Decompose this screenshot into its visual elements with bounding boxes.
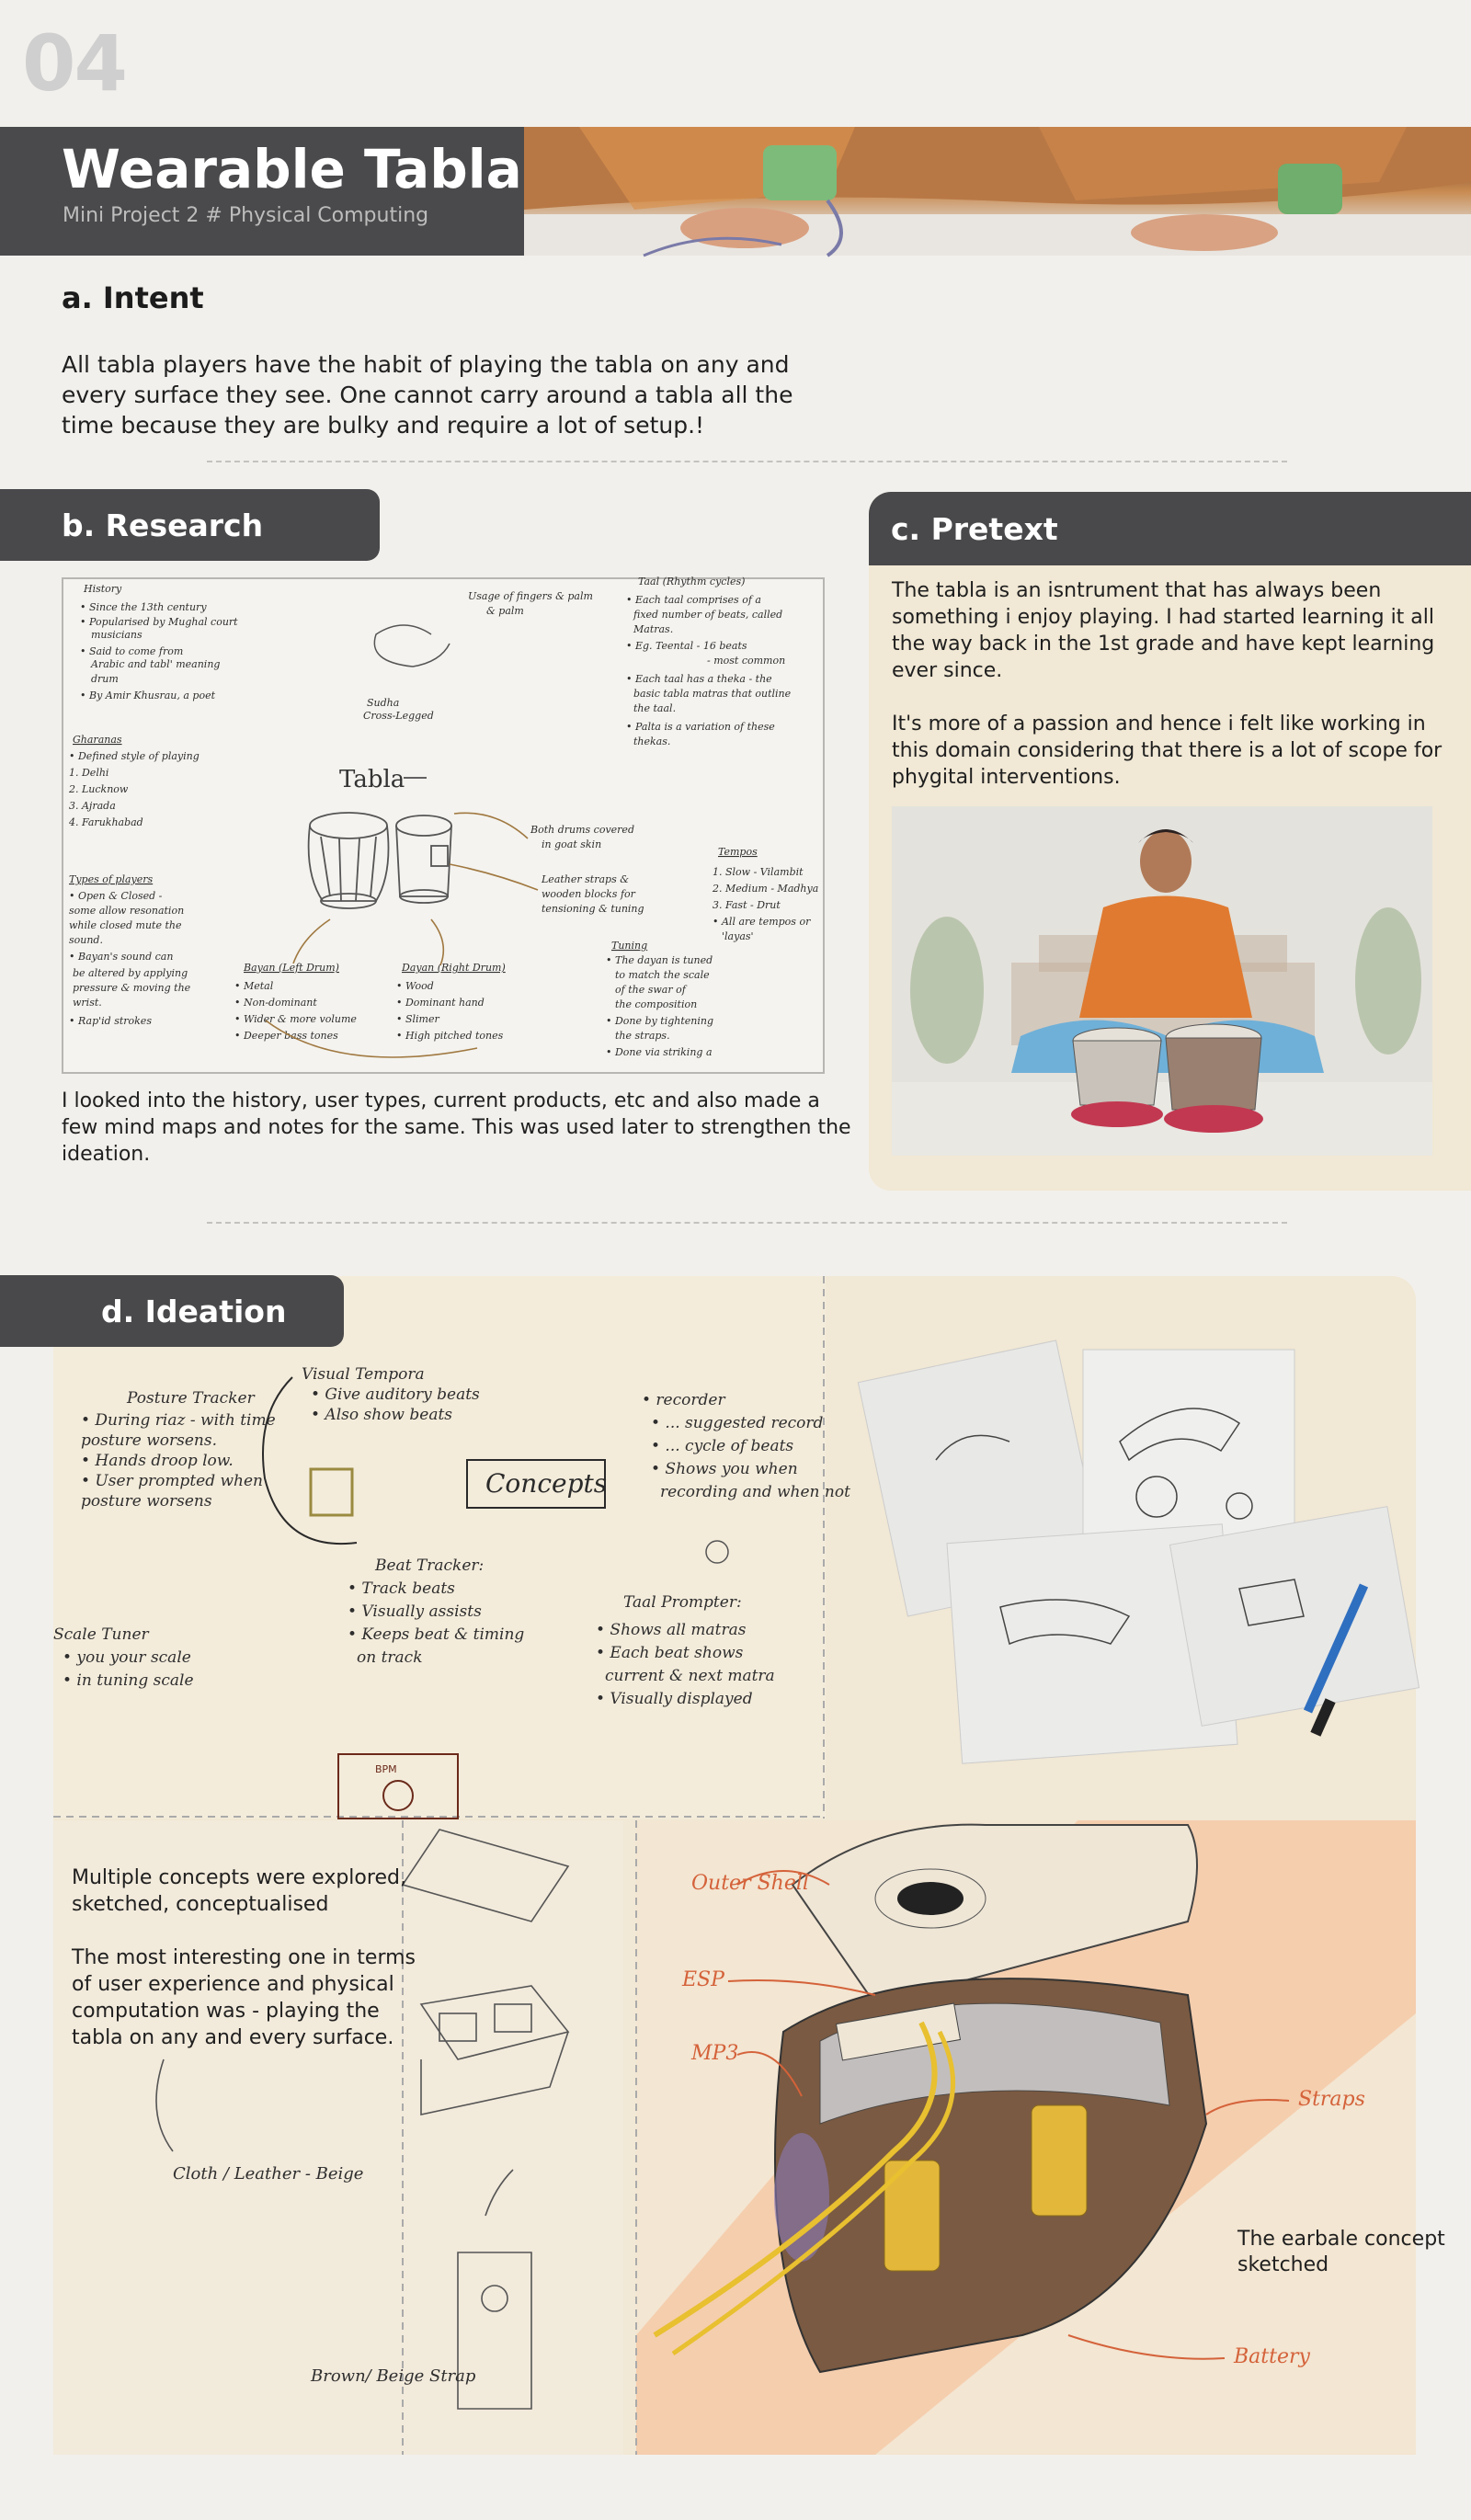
svg-text:posture worsens.: posture worsens.: [81, 1431, 217, 1450]
svg-text:• Slimer: • Slimer: [396, 1013, 439, 1025]
svg-text:• Visually assists: • Visually assists: [348, 1602, 482, 1621]
svg-text:• Each beat shows: • Each beat shows: [596, 1644, 744, 1662]
svg-text:& palm: & palm: [486, 605, 524, 617]
svg-text:• Said to come from: • Said to come from: [80, 645, 184, 657]
svg-text:wrist.: wrist.: [73, 997, 102, 1009]
svg-text:• Give auditory beats: • Give auditory beats: [311, 1385, 480, 1404]
sketch-label: Gharanas: [73, 734, 122, 746]
svg-text:• Done via striking a: • Done via striking a: [606, 1046, 713, 1058]
svg-text:Matras.: Matras.: [633, 623, 674, 635]
page-title: Wearable Tabla: [62, 138, 522, 200]
research-line: ideation.: [62, 1143, 151, 1166]
svg-text:1. Slow - Vilambit: 1. Slow - Vilambit: [713, 866, 804, 878]
svg-text:• All are tempos or: • All are tempos or: [713, 916, 811, 928]
divider-1: [207, 461, 1287, 462]
sketch-note: BPM: [375, 1763, 397, 1775]
intent-line: time because they are bulky and require a lot of setup.!: [62, 412, 705, 439]
svg-text:• Non-dominant: • Non-dominant: [234, 997, 317, 1009]
svg-text:tensioning & tuning: tensioning & tuning: [542, 903, 644, 915]
ideation-line: sketched, conceptualised: [72, 1893, 329, 1916]
svg-text:some allow resonation: some allow resonation: [69, 905, 185, 917]
svg-text:fixed number of beats, called: fixed number of beats, called: [633, 609, 783, 621]
callout-label: Straps: [1298, 2088, 1365, 2111]
ideation-line: The most interesting one in terms: [72, 1946, 416, 1969]
svg-text:• you your scale: • you your scale: [63, 1648, 191, 1667]
svg-text:Arabic and tabl' meaning: Arabic and tabl' meaning: [91, 658, 221, 670]
sketch-note: Taal Prompter:: [623, 1593, 742, 1612]
svg-text:• High pitched tones: • High pitched tones: [396, 1030, 504, 1042]
divider-2: [207, 1222, 1287, 1224]
sketch-note: Scale Tuner: [53, 1625, 149, 1644]
svg-text:• Eg. Teental - 16 beats: • Eg. Teental - 16 beats: [626, 640, 747, 652]
svg-text:• in tuning scale: • in tuning scale: [63, 1671, 194, 1690]
sketch-label: Types of players: [69, 873, 154, 885]
concept-sketches: [53, 1276, 850, 1819]
pretext-text: [892, 577, 1442, 791]
svg-text:• Bayan's sound can: • Bayan's sound can: [69, 951, 174, 963]
research-line: I looked into the history, user types, current products, etc and also made a: [62, 1089, 820, 1112]
svg-text:on track: on track: [357, 1648, 423, 1667]
research-sketch: [62, 577, 825, 1074]
sketch-note: Visual Tempora: [302, 1365, 425, 1384]
earbale-render: [636, 1820, 1445, 2455]
pretext-line: It's more of a passion and hence i felt like working in: [892, 713, 1426, 735]
svg-text:'layas': 'layas': [722, 930, 754, 942]
ideation-panel: [53, 1276, 1445, 2455]
svg-text:• Defined style of playing: • Defined style of playing: [69, 750, 200, 762]
svg-text:of the swar of: of the swar of: [615, 984, 686, 996]
sketch-label: Dayan (Right Drum): [402, 962, 506, 974]
svg-text:thekas.: thekas.: [633, 735, 671, 747]
callout-label: Battery: [1234, 2345, 1310, 2368]
svg-text:in goat skin: in goat skin: [542, 838, 602, 850]
svg-text:• Deeper bass tones: • Deeper bass tones: [234, 1030, 338, 1042]
svg-text:wooden blocks for: wooden blocks for: [542, 888, 635, 900]
svg-text:• Keeps beat & timing: • Keeps beat & timing: [348, 1625, 525, 1644]
sketch-label: Tuning: [611, 940, 648, 952]
tabla-player-photo: [892, 806, 1432, 1156]
svg-text:drum: drum: [91, 673, 119, 685]
ideation-line: computation was - playing the: [72, 2000, 380, 2023]
research-line: few mind maps and notes for the same. This was used later to strengthen the: [62, 1116, 851, 1139]
callout-label: MP3: [691, 2042, 739, 2065]
callout-label: ESP: [682, 1968, 724, 1991]
svg-text:• Hands droop low.: • Hands droop low.: [81, 1452, 234, 1470]
research-tab: b. Research: [0, 489, 380, 561]
svg-text:be altered by applying: be altered by applying: [73, 967, 188, 979]
ideation-tab: d. Ideation: [0, 1275, 344, 1347]
sketch-label: History: [84, 583, 122, 595]
svg-text:3. Fast - Drut: 3. Fast - Drut: [713, 899, 781, 911]
svg-text:• Shows all matras: • Shows all matras: [596, 1621, 747, 1639]
svg-text:sound.: sound.: [69, 934, 103, 946]
pretext-line: The tabla is an isntrument that has always been: [892, 579, 1382, 602]
svg-text:3. Ajrada: 3. Ajrada: [69, 800, 116, 812]
intent-line: every surface they see. One cannot carry around a tabla all the: [62, 382, 793, 408]
svg-text:• By Amir Khusrau, a poet: • By Amir Khusrau, a poet: [80, 690, 216, 701]
paper-sketches: [853, 1313, 1416, 1819]
svg-text:Cross-Legged: Cross-Legged: [363, 710, 434, 722]
sketch-note: Posture Tracker: [127, 1389, 255, 1408]
svg-text:• Dominant hand: • Dominant hand: [396, 997, 485, 1009]
page-subtitle: Mini Project 2 # Physical Computing: [63, 204, 429, 227]
material-note: Brown/ Beige Strap: [311, 2366, 476, 2386]
svg-text:• During riaz - with time: • During riaz - with time: [81, 1411, 276, 1430]
svg-text:• Popularised by Mughal court: • Popularised by Mughal court: [80, 616, 238, 628]
pretext-tab: c. Pretext: [869, 492, 1471, 565]
svg-text:current & next matra: current & next matra: [605, 1667, 775, 1685]
svg-text:Leather straps &: Leather straps &: [542, 873, 629, 885]
pretext-line: the way back in the 1st grade and have kept learning: [892, 633, 1435, 656]
sketch-label: Usage of fingers & palm: [468, 590, 593, 602]
research-text: [62, 1088, 851, 1168]
svg-text:• recorder: • recorder: [642, 1391, 725, 1409]
sketch-note: Beat Tracker:: [375, 1556, 485, 1575]
material-note: Cloth / Leather - Beige: [173, 2164, 364, 2184]
svg-text:pressure & moving the: pressure & moving the: [73, 982, 191, 994]
svg-text:• Also show beats: • Also show beats: [311, 1406, 453, 1424]
svg-text:• Visually displayed: • Visually displayed: [596, 1690, 753, 1708]
callout-label: Outer Shell: [691, 1872, 809, 1895]
svg-text:1. Delhi: 1. Delhi: [69, 767, 109, 779]
pretext-line: phygital interventions.: [892, 766, 1121, 789]
page-number: 04: [22, 18, 126, 108]
intent-line: All tabla players have the habit of playing the tabla on any and: [62, 351, 790, 378]
sketch-center-label: Tabla: [339, 766, 405, 793]
svg-text:• ... cycle of beats: • ... cycle of beats: [651, 1437, 794, 1455]
svg-text:• Done by tightening: • Done by tightening: [606, 1015, 713, 1027]
svg-text:Both drums covered: Both drums covered: [530, 824, 634, 836]
svg-text:Sudha: Sudha: [367, 697, 400, 709]
svg-text:4. Farukhabad: 4. Farukhabad: [69, 816, 143, 828]
hero-photo: [524, 127, 1471, 256]
svg-text:• Metal: • Metal: [234, 980, 274, 992]
svg-text:the straps.: the straps.: [615, 1030, 670, 1042]
svg-text:the composition: the composition: [615, 998, 698, 1010]
pretext-line: this domain considering that there is a lot of scope for: [892, 739, 1442, 762]
earbale-caption: sketched: [1237, 2253, 1329, 2276]
sketch-label: Tempos: [718, 846, 758, 858]
svg-text:• User prompted when: • User prompted when: [81, 1472, 264, 1490]
earbale-caption: The earbale concept: [1237, 2228, 1445, 2251]
svg-text:• Since the 13th century: • Since the 13th century: [80, 601, 207, 613]
svg-text:basic tabla matras that outlin: basic tabla matras that outline: [633, 688, 792, 700]
svg-text:• Each taal has a theka - the: • Each taal has a theka - the: [626, 673, 772, 685]
svg-text:• Palta is a variation of thes: • Palta is a variation of these: [626, 721, 775, 733]
svg-text:• Each taal comprises of a: • Each taal comprises of a: [626, 594, 761, 606]
svg-text:2. Lucknow: 2. Lucknow: [69, 783, 129, 795]
concepts-label: Concepts: [485, 1468, 608, 1499]
ideation-text: [72, 1864, 416, 2051]
pretext-line: ever since.: [892, 659, 1003, 682]
svg-text:• Open & Closed -: • Open & Closed -: [69, 890, 163, 902]
svg-text:recording and when not: recording and when not: [660, 1483, 850, 1501]
svg-text:- most common: - most common: [707, 655, 786, 667]
svg-text:musicians: musicians: [91, 629, 143, 641]
svg-text:to match the scale: to match the scale: [615, 969, 710, 981]
svg-text:the taal.: the taal.: [633, 702, 677, 714]
svg-text:• Wood: • Wood: [396, 980, 434, 992]
ideation-line: tabla on any and every surface.: [72, 2026, 394, 2049]
intent-title: a. Intent: [62, 280, 204, 315]
svg-text:• Track beats: • Track beats: [348, 1579, 455, 1598]
sketch-label: Bayan (Left Drum): [244, 962, 339, 974]
svg-text:posture worsens: posture worsens: [81, 1492, 212, 1511]
ideation-line: Multiple concepts were explored,: [72, 1866, 406, 1889]
svg-text:• The dayan is tuned: • The dayan is tuned: [606, 954, 713, 966]
svg-text:• Wider & more volume: • Wider & more volume: [234, 1013, 357, 1025]
ideation-line: of user experience and physical: [72, 1973, 394, 1996]
svg-text:while closed mute the: while closed mute the: [69, 919, 182, 931]
intent-text: [62, 349, 793, 440]
svg-text:2. Medium - Madhya: 2. Medium - Madhya: [713, 883, 819, 895]
pretext-line: something i enjoy playing. I had started learning it all: [892, 606, 1435, 629]
sketch-label: Taal (Rhythm cycles): [638, 576, 746, 587]
svg-text:• Rap'id strokes: • Rap'id strokes: [69, 1015, 152, 1027]
svg-text:• Shows you when: • Shows you when: [651, 1460, 798, 1478]
svg-text:• ... suggested record: • ... suggested record: [651, 1414, 824, 1432]
